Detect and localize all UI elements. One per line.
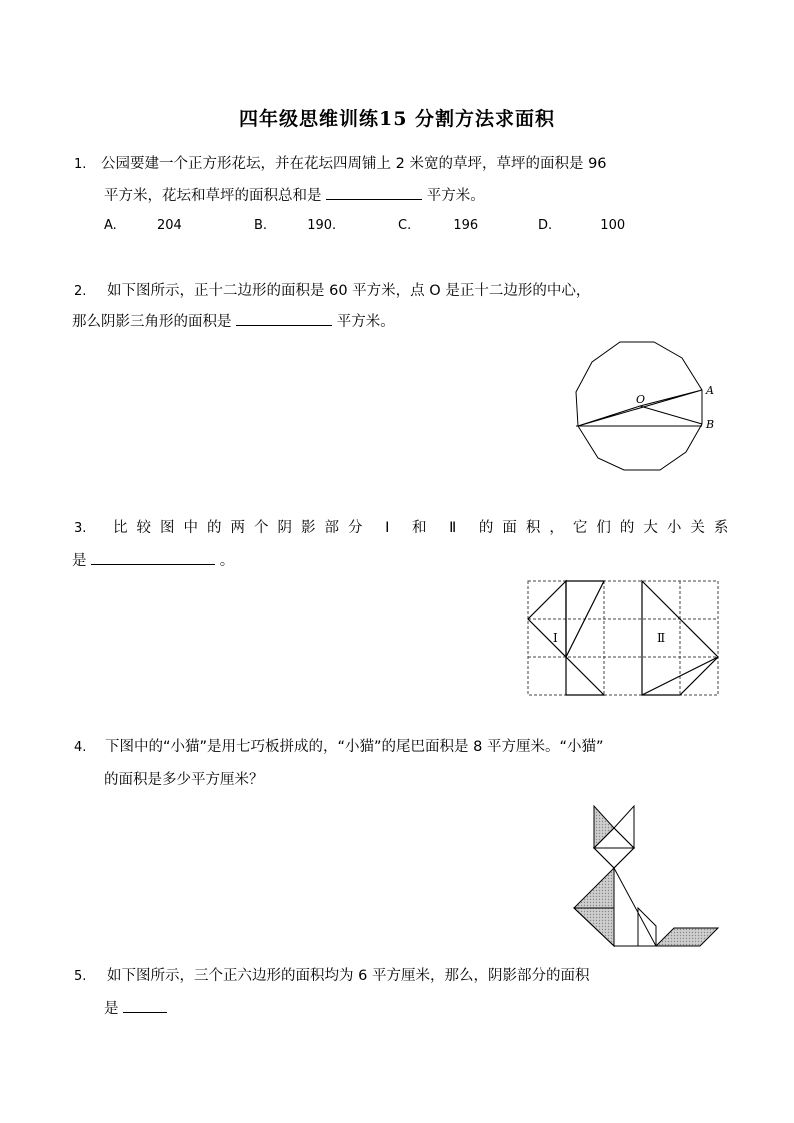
question-4-line2 <box>104 770 264 790</box>
question-1-line2 <box>104 185 485 206</box>
cat-body-right <box>614 868 656 946</box>
option-a-value: 204 <box>156 218 182 233</box>
page-title: 四年级思维训练15 分割方法求面积 <box>238 108 556 130</box>
shape-one-right <box>566 581 604 695</box>
question-1-unit: 平方米。 <box>426 188 485 204</box>
option-b[interactable] <box>254 218 336 233</box>
question-2-line1: 如下图所示，正十二边形的面积是 60 平方米，点 O 是正十二边形的中心， <box>107 283 591 299</box>
question-3-number: 3. <box>74 521 87 536</box>
cat-ear-right <box>614 806 634 848</box>
cat-tail-parallelogram <box>656 928 718 946</box>
cat-neck <box>594 848 634 868</box>
question-5-line2-text: 是 <box>104 1001 119 1017</box>
question-4 <box>74 737 604 758</box>
question-5-number: 5. <box>74 969 87 984</box>
question-4-line2-text: 的面积是多少平方厘米？ <box>104 772 264 788</box>
question-5 <box>74 966 589 987</box>
answer-blank-1[interactable] <box>326 185 422 200</box>
label-a: A <box>706 384 714 397</box>
question-2-number: 2. <box>74 284 87 299</box>
option-d-value: 100 <box>600 218 626 233</box>
option-a[interactable] <box>104 218 182 233</box>
question-2-line2-text: 那么阴影三角形的面积是 <box>72 314 232 330</box>
question-2-line2 <box>72 311 395 332</box>
question-5-line1: 如下图所示，三个正六边形的面积均为 6 平方厘米，那么，阴影部分的面积 <box>107 968 590 984</box>
answer-blank-2[interactable] <box>236 311 332 326</box>
answer-blank-5[interactable] <box>123 998 167 1013</box>
grid-figure <box>526 578 722 698</box>
dodecagon-figure <box>566 338 726 478</box>
question-4-line1: 下图中的“小猫”是用七巧板拼成的，“小猫”的尾巴面积是 8 平方厘米。“小猫” <box>105 739 604 755</box>
question-2-unit: 平方米。 <box>336 314 395 330</box>
option-c[interactable] <box>398 218 478 233</box>
question-3-end: 。 <box>219 553 235 569</box>
tangram-cat-figure <box>568 802 722 952</box>
label-b: B <box>706 418 715 431</box>
question-3-line2 <box>72 550 234 571</box>
question-3-line2-text: 是 <box>72 553 87 569</box>
answer-blank-3[interactable] <box>91 550 215 565</box>
option-d-label: D. <box>538 218 553 233</box>
question-1 <box>74 154 607 175</box>
label-o: O <box>636 393 646 406</box>
question-4-number: 4. <box>74 740 87 755</box>
cat-body-left-shaded <box>574 868 614 946</box>
question-3-line1: 比较图中的两个阴影部分 Ⅰ 和 Ⅱ 的面积，它们的大小关系 <box>113 520 738 536</box>
option-d[interactable] <box>538 218 625 233</box>
question-5-line2 <box>104 998 167 1019</box>
label-one: Ⅰ <box>553 631 558 645</box>
question-2 <box>74 281 590 302</box>
cat-ear-left-shaded <box>594 806 614 848</box>
option-a-label: A. <box>104 218 117 233</box>
question-1-number: 1. <box>74 157 87 172</box>
option-b-value: 190. <box>307 218 337 233</box>
option-b-label: B. <box>254 218 268 233</box>
segment-o-to-b <box>640 406 702 424</box>
label-two: Ⅱ <box>657 631 666 645</box>
question-3 <box>74 518 737 539</box>
option-c-label: C. <box>398 218 412 233</box>
question-1-line1: 公园要建一个正方形花坛，并在花坛四周铺上 2 米宽的草坪，草坪的面积是 96 <box>101 156 607 172</box>
question-1-line2-text: 平方米，花坛和草坪的面积总和是 <box>104 188 322 204</box>
option-c-value: 196 <box>453 218 479 233</box>
